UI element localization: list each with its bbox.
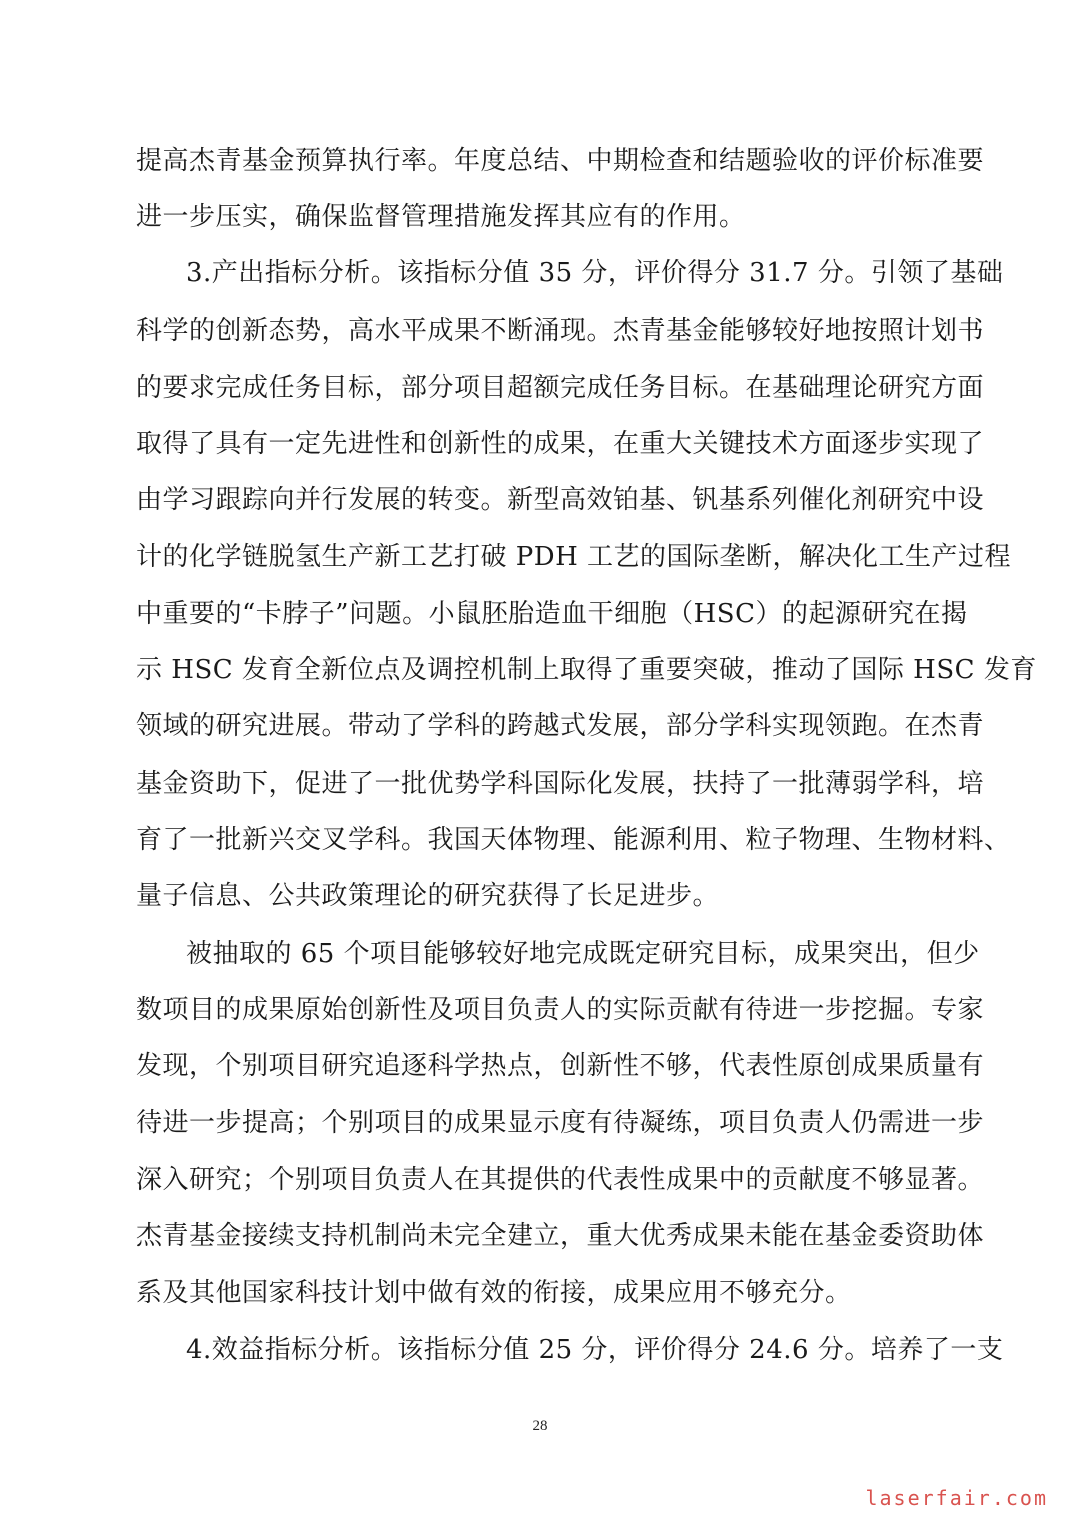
- section-heading-output-indicator: 3.产出指标分析。该指标分值 35 分，评价得分 31.7 分。引领了基础: [186, 258, 1004, 288]
- body-text-line: 杰青基金接续支持机制尚未完全建立，重大优秀成果未能在基金委资助体: [136, 1221, 985, 1251]
- body-text-line: 发现，个别项目研究追逐科学热点，创新性不够，代表性原创成果质量有: [136, 1051, 985, 1081]
- page-number: 28: [532, 1418, 548, 1434]
- watermark: laserfair.com: [865, 1486, 1048, 1510]
- body-text-line: 取得了具有一定先进性和创新性的成果，在重大关键技术方面逐步实现了: [136, 429, 985, 459]
- body-text-line: 深入研究；个别项目负责人在其提供的代表性成果中的贡献度不够显著。: [136, 1165, 985, 1195]
- body-text-line: 系及其他国家科技计划中做有效的衔接，成果应用不够充分。: [136, 1278, 852, 1308]
- body-text-line: 领域的研究进展。带动了学科的跨越式发展，部分学科实现领跑。在杰青: [136, 711, 985, 741]
- body-text-line: 量子信息、公共政策理论的研究获得了长足进步。: [136, 881, 720, 911]
- body-text-line: 提高杰青基金预算执行率。年度总结、中期检查和结题验收的评价标准要: [136, 146, 985, 176]
- body-text-line: 中重要的“卡脖子”问题。小鼠胚胎造血干细胞（HSC）的起源研究在揭: [136, 599, 968, 629]
- body-text-line: 示 HSC 发育全新位点及调控机制上取得了重要突破，推动了国际 HSC 发育: [136, 655, 1037, 685]
- body-text-line: 数项目的成果原始创新性及项目负责人的实际贡献有待进一步挖掘。专家: [136, 995, 985, 1025]
- body-text-line: 计的化学链脱氢生产新工艺打破 PDH 工艺的国际垄断，解决化工生产过程: [136, 542, 1012, 572]
- body-text-line: 被抽取的 65 个项目能够较好地完成既定研究目标，成果突出，但少: [186, 939, 980, 969]
- body-text-line: 基金资助下，促进了一批优势学科国际化发展，扶持了一批薄弱学科，培: [136, 769, 985, 799]
- body-text-line: 科学的创新态势，高水平成果不断涌现。杰青基金能够较好地按照计划书: [136, 316, 985, 346]
- body-text-line: 育了一批新兴交叉学科。我国天体物理、能源利用、粒子物理、生物材料、: [136, 825, 1011, 855]
- body-text-line: 进一步压实，确保监督管理措施发挥其应有的作用。: [136, 202, 746, 232]
- body-text-line: 由学习跟踪向并行发展的转变。新型高效铂基、钒基系列催化剂研究中设: [136, 485, 985, 515]
- body-text-line: 的要求完成任务目标，部分项目超额完成任务目标。在基础理论研究方面: [136, 373, 985, 403]
- section-heading-benefit-indicator: 4.效益指标分析。该指标分值 25 分，评价得分 24.6 分。培养了一支: [186, 1335, 1004, 1365]
- body-text-line: 待进一步提高；个别项目的成果显示度有待凝练，项目负责人仍需进一步: [136, 1108, 985, 1138]
